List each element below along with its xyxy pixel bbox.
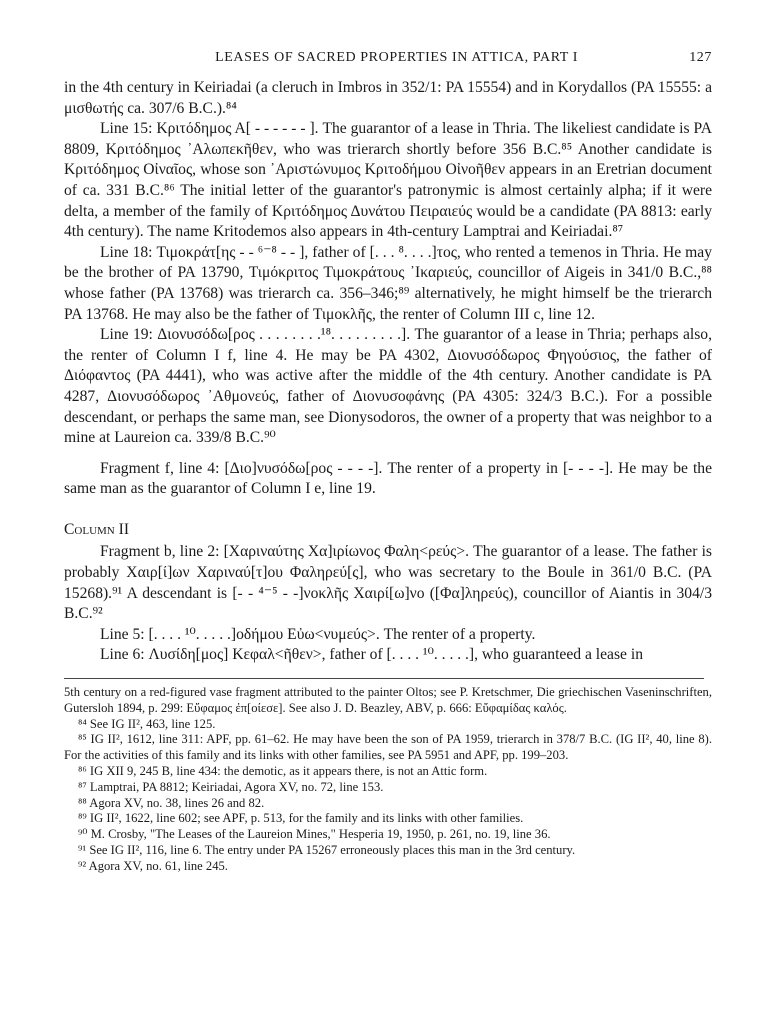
page [64, 50, 712, 875]
footnote-84: ⁸⁴ See IG II², 463, line 125. [78, 716, 216, 731]
paragraph: Line 19: Διονυσόδω[ρος . . . . . . . .¹⁸. . . . . . . . .]. The guarantor of a lease in Thria; perhaps also, the renter of Column I f, line 4. He may be PA 4302, Διονυσόδωρος Φηγούσιος, the father of Διόφαντος (PA 4441), who was active after the middle of the 4th century. Another candidate is PA 4287, Διονυσόδωρος ᾿Αθμονεύς, father of Διονυσοφάνης (PA 4305: 324/3 B.C.). For a possible descendant, or perhaps the same man, see Dionysodoros, the owner of a property that was neighbor to a mine at Laureion ca. 339/8 B.C.⁹⁰ [64, 326, 712, 447]
page-number: 127 [689, 50, 712, 65]
footnote-divider [64, 678, 704, 679]
paragraph: Line 15: Κριτόδημος Α[ - - - - - - ]. The guarantor of a lease in Thria. The likeliest candidate is PA 8809, Κριτόδημος ᾿Αλωπεκῆθεν, who was trierarch shortly before 356 B.C.⁸⁵ Another candidate is Κριτόδημος Οἰναῖος, whose son ᾿Αριστώνυμος Κριτοδήμου Οἰνοῆθεν appears in an Eretrian document of ca. 331 B.C.⁸⁶ The initial letter of the guarantor's patronymic is almost certainly alpha; if it were delta, a member of the family of Κριτόδημος Δυνάτου Πειραιεύς would be a candidate (PA 8813: early 4th century). The name Kritodemos also appears in 4th-century Lamptrai and Keiriadai.⁸⁷ [64, 120, 712, 241]
paragraph: in the 4th century in Keiriadai (a cleruch in Imbros in 352/1: PA 15554) and in Korydallos (PA 15555: a μισθωτής ca. 307/6 B.C.).⁸⁴ [64, 79, 712, 117]
footnote-87: ⁸⁷ Lamptrai, PA 8812; Keiriadai, Agora XV, no. 72, line 153. [78, 779, 384, 794]
footnote-85: ⁸⁵ IG II², 1612, line 311: APF, pp. 61–62. He may have been the son of PA 1959, trierarch in 378/7 B.C. (IG II², 40, line 8). For the activities of this family and its links with other families, see PA 5951 and APF, pp. 199–203. [64, 732, 712, 763]
footnote-90: ⁹⁰ M. Crosby, "The Leases of the Laureion Mines," Hesperia 19, 1950, p. 261, no. 19, line 36. [78, 827, 551, 842]
footnote-91: ⁹¹ See IG II², 116, line 6. The entry under PA 15267 erroneously places this man in the 3rd century. [78, 843, 576, 857]
footnote-continued: 5th century on a red-figured vase fragment attributed to the painter Oltos; see P. Kretschmer, Die griechischen Vaseninschriften, Gutersloh 1894, p. 299: Εὔφαμος ἐπ[οίεσε]. See also J. D. Beazley, ABV, p. 666: Εὔφαμίδας καλός. [64, 685, 712, 715]
footnote-86: ⁸⁶ IG XII 9, 245 B, line 434: the demotic, as it appears there, is not an Attic form. [78, 764, 488, 779]
footnote-92: ⁹² Agora XV, no. 61, line 245. [78, 858, 228, 873]
footnotes [64, 685, 712, 875]
column-heading: Column II [64, 520, 130, 538]
footnote-89: ⁸⁹ IG II², 1622, line 602; see APF, p. 513, for the family and its links with other families. [78, 811, 524, 826]
footnote-88: ⁸⁸ Agora XV, no. 38, lines 26 and 82. [78, 795, 265, 810]
paragraph: Fragment b, line 2: [Χαριναύτης Χα]ιρίωνος Φαλη<ρεύς>. The guarantor of a lease. The father is probably Χαιρ[ί]ων Χαριναύ[τ]ου Φαληρεύ[ς], who was secretary to the Boule in 361/0 B.C. (PA 15268).⁹¹ A descendant is [- - ⁴⁻⁵ - -]νοκλῆς Χαιρί[ω]νο ([Φα]ληρεύς), councillor of Aiantis in 304/3 B.C.⁹² [64, 543, 712, 623]
paragraph: Line 6: Λυσίδη[μος] Κεφαλ<ῆθεν>, father of [. . . . ¹⁰. . . . .], who guaranteed a lease in [100, 646, 643, 664]
paragraph: Line 18: Τιμοκράτ[ης - - ⁶⁻⁸ - - ], father of [. . . ⁸. . . .]τος, who rented a temenos in Thria. He may be the brother of PA 13790, Τιμόκριτος Τιμοκράτους ᾿Ικαριεύς, councillor of Aigeis in 341/0 B.C.,⁸⁸ whose father (PA 13768) was trierarch ca. 356–346;⁸⁹ alternatively, he might himself be the trierarch PA 13768. He may also be the father of Τιμοκλῆς, the renter of Column III c, line 12. [64, 243, 712, 323]
running-head [64, 50, 712, 66]
paragraph: Line 5: [. . . . ¹⁰. . . . .]οδήμου Εὐω<νυμεύς>. The renter of a property. [100, 625, 536, 643]
body-text [64, 78, 712, 666]
paragraph: Fragment f, line 4: [Διο]νυσόδω[ρος - - - -]. The renter of a property in [- - - -]. He may be the same man as the guarantor of Column I e, line 19. [64, 459, 712, 498]
running-title: LEASES OF SACRED PROPERTIES IN ATTICA, PART I [215, 50, 579, 65]
